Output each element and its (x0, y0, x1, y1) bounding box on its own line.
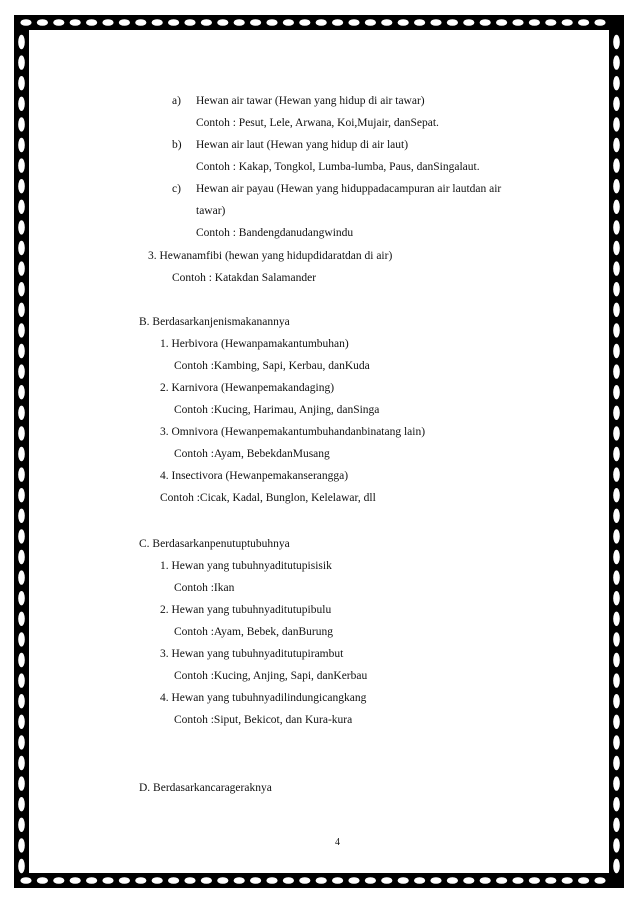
list-marker-a: a) (172, 95, 181, 107)
border-dot (414, 877, 425, 884)
border-dot (613, 529, 620, 543)
list-marker-b: b) (172, 139, 182, 151)
border-dot (562, 877, 573, 884)
border-dot (299, 877, 310, 884)
border-dot (18, 117, 25, 131)
border-dot (512, 19, 523, 26)
border-dot (496, 877, 507, 884)
border-dot (578, 877, 589, 884)
border-dot (398, 877, 409, 884)
border-dot (18, 385, 25, 399)
border-dot (348, 19, 359, 26)
border-dot (20, 877, 31, 884)
border-dot (18, 653, 25, 667)
border-dot (18, 323, 25, 337)
border-dot (529, 877, 540, 884)
text-line: Contoh :Kucing, Anjing, Sapi, danKerbau (174, 670, 368, 682)
border-dot (37, 19, 48, 26)
border-dot (18, 467, 25, 481)
text-line: 3. Hewanamfibi (hewan yang hidupdidaratdan di air) (148, 250, 393, 262)
text-line: Contoh :Ayam, BebekdanMusang (174, 448, 330, 460)
text-line: 4. Insectivora (Hewanpemakanserangga) (160, 470, 349, 482)
border-dot (18, 179, 25, 193)
border-dot (18, 529, 25, 543)
list-marker-c: c) (172, 183, 181, 195)
text-line: Contoh :Ayam, Bebek, danBurung (174, 626, 333, 638)
border-dot (18, 694, 25, 708)
text-line: Hewan air laut (Hewan yang hidup di air laut) (196, 139, 409, 151)
text-line: Hewan air tawar (Hewan yang hidup di air tawar) (196, 95, 425, 107)
border-dot (613, 673, 620, 687)
border-dot (578, 19, 589, 26)
text-line: Hewan air payau (Hewan yang hiduppadacampuran air lautdan air (196, 183, 502, 195)
border-dot (365, 19, 376, 26)
border-dot (18, 138, 25, 152)
border-dot (613, 117, 620, 131)
border-dot (480, 19, 491, 26)
border-dot (613, 467, 620, 481)
border-dot (18, 220, 25, 234)
border-dot (613, 591, 620, 605)
border-dot (594, 19, 605, 26)
text-line: Contoh :Kucing, Harimau, Anjing, danSinga (174, 404, 380, 416)
border-dot (18, 344, 25, 358)
border-dot (119, 19, 130, 26)
border-dot (613, 550, 620, 564)
border-dot (168, 19, 179, 26)
text-line: Contoh : Kakap, Tongkol, Lumba-lumba, Paus, danSingalaut. (196, 161, 480, 173)
border-dot (250, 877, 261, 884)
border-dot (18, 735, 25, 749)
border-dot (613, 426, 620, 440)
border-dot (299, 19, 310, 26)
border-dot (613, 138, 620, 152)
border-dot (613, 735, 620, 749)
border-dot (18, 282, 25, 296)
border-dot (266, 877, 277, 884)
border-dot (283, 19, 294, 26)
border-dot (613, 385, 620, 399)
border-dot (613, 694, 620, 708)
text-line: 1. Herbivora (Hewanpamakantumbuhan) (160, 338, 349, 350)
border-dot (18, 797, 25, 811)
border-dot (201, 19, 212, 26)
border-dot (613, 200, 620, 214)
border-dot (562, 19, 573, 26)
border-dot (184, 877, 195, 884)
border-dot (18, 612, 25, 626)
border-dot (18, 756, 25, 770)
border-dot (266, 19, 277, 26)
border-dot (613, 303, 620, 317)
border-dot (613, 220, 620, 234)
border-dot (332, 877, 343, 884)
border-dot (613, 241, 620, 255)
border-dot (613, 344, 620, 358)
border-dot (613, 97, 620, 111)
text-line: 4. Hewan yang tubuhnyadilindungicangkang (160, 692, 367, 704)
border-dot (529, 19, 540, 26)
border-dot (613, 838, 620, 852)
border-dot (414, 19, 425, 26)
border-dot (70, 19, 81, 26)
border-dot (447, 19, 458, 26)
border-dot (152, 877, 163, 884)
border-dot (316, 19, 327, 26)
border-dot (18, 261, 25, 275)
page-number: 4 (335, 837, 340, 848)
text-line: Contoh : Pesut, Lele, Arwana, Koi,Mujair, danSepat. (196, 117, 439, 129)
border-dot (250, 19, 261, 26)
border-dot (480, 877, 491, 884)
border-dot (430, 877, 441, 884)
border-dot (18, 776, 25, 790)
border-dot (18, 488, 25, 502)
border-dot (53, 19, 64, 26)
border-dot (135, 19, 146, 26)
border-dot (18, 97, 25, 111)
border-dot (613, 323, 620, 337)
section-heading-d: D. Berdasarkancarageraknya (139, 782, 272, 794)
border-dot (135, 877, 146, 884)
border-dot (102, 19, 113, 26)
border-dot (18, 158, 25, 172)
border-dot (18, 859, 25, 873)
border-dot (613, 55, 620, 69)
border-dot (217, 19, 228, 26)
border-dot (365, 877, 376, 884)
border-dot (613, 406, 620, 420)
border-dot (184, 19, 195, 26)
border-dot (613, 35, 620, 49)
text-line: Contoh :Cicak, Kadal, Bunglon, Kelelawar, dll (160, 492, 376, 504)
text-line: Contoh : Bandengdanudangwindu (196, 227, 354, 239)
border-dot (37, 877, 48, 884)
border-dot (613, 797, 620, 811)
border-dot (70, 877, 81, 884)
border-dot (381, 19, 392, 26)
border-dot (613, 488, 620, 502)
border-dot (594, 877, 605, 884)
border-dot (234, 877, 245, 884)
border-dot (613, 179, 620, 193)
border-dot (18, 570, 25, 584)
border-dot (447, 877, 458, 884)
text-line: 3. Hewan yang tubuhnyaditutupirambut (160, 648, 344, 660)
border-dot (613, 447, 620, 461)
text-line: tawar) (196, 205, 226, 217)
border-dot (217, 877, 228, 884)
border-dot (18, 200, 25, 214)
border-dot (332, 19, 343, 26)
border-dot (53, 877, 64, 884)
border-dot (102, 877, 113, 884)
border-dot (18, 509, 25, 523)
border-dot (613, 653, 620, 667)
border-dot (496, 19, 507, 26)
border-dot (18, 35, 25, 49)
border-dot (119, 877, 130, 884)
border-dot (152, 19, 163, 26)
text-line: Contoh : Katakdan Salamander (172, 272, 317, 284)
border-dot (201, 877, 212, 884)
border-dot (613, 570, 620, 584)
border-dot (18, 591, 25, 605)
border-dot (545, 877, 556, 884)
border-dot (613, 158, 620, 172)
section-heading-b: B. Berdasarkanjenismakanannya (139, 316, 290, 328)
border-dot (283, 877, 294, 884)
border-dot (613, 818, 620, 832)
border-dot (613, 364, 620, 378)
border-dot (18, 818, 25, 832)
border-dot (18, 426, 25, 440)
border-dot (18, 364, 25, 378)
border-dot (463, 877, 474, 884)
border-dot (348, 877, 359, 884)
border-dot (613, 776, 620, 790)
text-line: 2. Karnivora (Hewanpemakandaging) (160, 382, 335, 394)
border-dot (18, 447, 25, 461)
border-dot (18, 241, 25, 255)
border-dot (613, 756, 620, 770)
border-dot (18, 715, 25, 729)
border-dot (613, 632, 620, 646)
text-line: 1. Hewan yang tubuhnyaditutupisisik (160, 560, 332, 572)
border-dot (168, 877, 179, 884)
text-line: 2. Hewan yang tubuhnyaditutupibulu (160, 604, 332, 616)
text-line: Contoh :Kambing, Sapi, Kerbau, danKuda (174, 360, 370, 372)
border-dot (18, 632, 25, 646)
border-dot (613, 282, 620, 296)
border-dot (613, 612, 620, 626)
border-dot (20, 19, 31, 26)
border-dot (18, 76, 25, 90)
border-dot (86, 19, 97, 26)
border-dot (86, 877, 97, 884)
text-line: 3. Omnivora (Hewanpemakantumbuhandanbinatang lain) (160, 426, 426, 438)
border-dot (512, 877, 523, 884)
border-dot (545, 19, 556, 26)
section-heading-c: C. Berdasarkanpenutuptubuhnya (139, 538, 290, 550)
border-dot (613, 859, 620, 873)
border-dot (18, 673, 25, 687)
border-dot (316, 877, 327, 884)
border-dot (613, 509, 620, 523)
border-dot (613, 76, 620, 90)
border-dot (18, 303, 25, 317)
border-dot (234, 19, 245, 26)
border-dot (381, 877, 392, 884)
border-dot (613, 715, 620, 729)
border-dot (613, 261, 620, 275)
border-dot (430, 19, 441, 26)
text-line: Contoh :Siput, Bekicot, dan Kura-kura (174, 714, 353, 726)
border-dot (18, 406, 25, 420)
border-dot (398, 19, 409, 26)
border-dot (463, 19, 474, 26)
border-dot (18, 550, 25, 564)
border-dot (18, 838, 25, 852)
text-line: Contoh :Ikan (174, 582, 235, 594)
border-dot (18, 55, 25, 69)
